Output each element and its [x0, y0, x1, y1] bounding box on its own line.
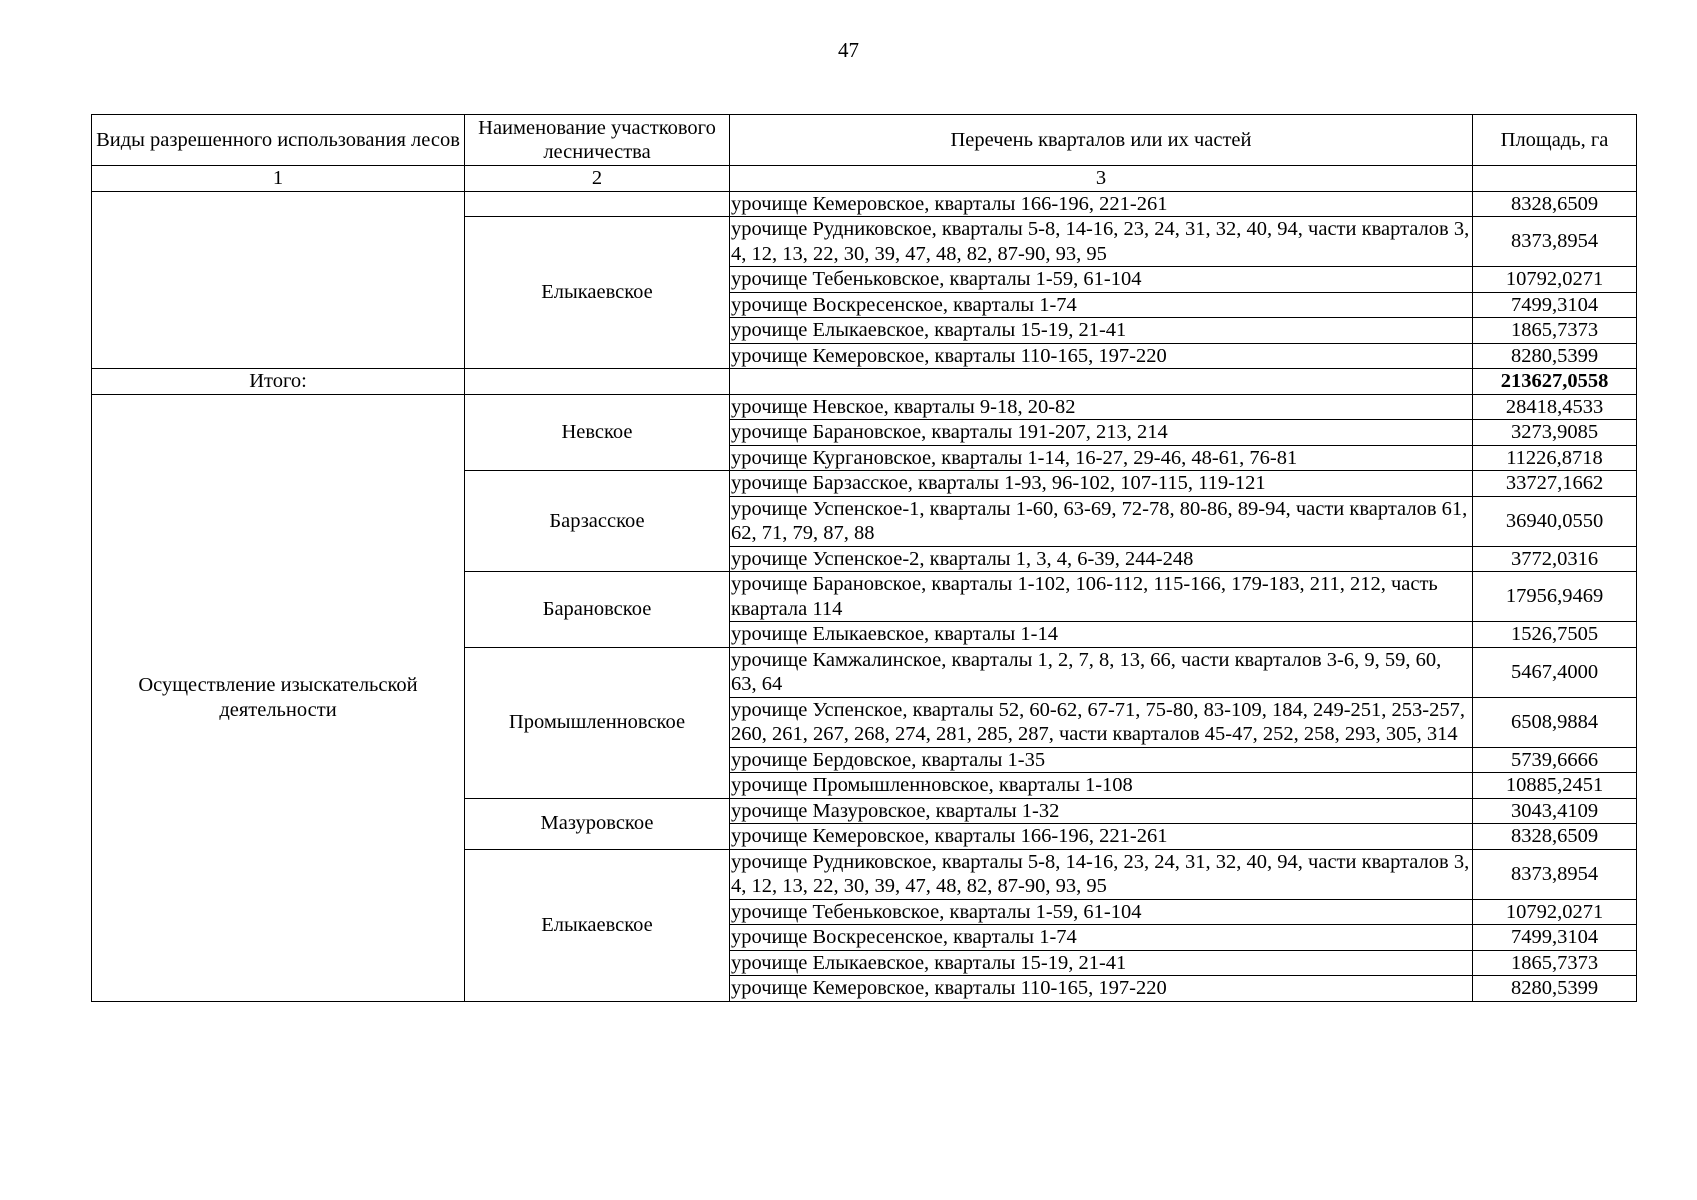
area-cell: 8373,8954 [1473, 217, 1637, 267]
forestry-cell [465, 191, 730, 217]
area-cell: 1526,7505 [1473, 622, 1637, 648]
quarters-cell: урочище Успенское-1, кварталы 1-60, 63-69, 72-78, 80-86, 89-94, части кварталов 61, 62, 71, 79, 87, 88 [730, 496, 1473, 546]
total-row [92, 369, 1637, 395]
area-cell: 36940,0550 [1473, 496, 1637, 546]
quarters-cell: урочище Тебеньковское, кварталы 1-59, 61-104 [730, 267, 1473, 293]
column-number-row [92, 166, 1637, 192]
quarters-cell: урочище Промышленновское, кварталы 1-108 [730, 773, 1473, 799]
quarters-cell: урочище Елыкаевское, кварталы 15-19, 21-41 [730, 318, 1473, 344]
use-type-cell: Осуществление изыскательской деятельности [92, 394, 465, 1001]
area-cell: 8328,6509 [1473, 824, 1637, 850]
area-cell: 10885,2451 [1473, 773, 1637, 799]
area-cell: 5467,4000 [1473, 647, 1637, 697]
quarters-cell: урочище Кемеровское, кварталы 110-165, 197-220 [730, 343, 1473, 369]
header-use-type: Виды разрешенного использования лесов [92, 115, 465, 166]
quarters-cell: урочище Барановское, кварталы 1-102, 106-112, 115-166, 179-183, 211, 212, часть квартала 114 [730, 572, 1473, 622]
page-number: 47 [838, 38, 859, 62]
area-cell: 8280,5399 [1473, 343, 1637, 369]
quarters-cell: урочище Рудниковское, кварталы 5-8, 14-16, 23, 24, 31, 32, 40, 94, части кварталов 3, 4, 12, 13, 22, 30, 39, 47, 48, 82, 87-90, 93, 95 [730, 849, 1473, 899]
forestry-cell: Промышленновское [465, 647, 730, 798]
quarters-cell: урочище Барзасское, кварталы 1-93, 96-102, 107-115, 119-121 [730, 471, 1473, 497]
quarters-cell: урочище Успенское-2, кварталы 1, 3, 4, 6-39, 244-248 [730, 546, 1473, 572]
column-number-1: 1 [92, 166, 465, 192]
total-area: 213627,0558 [1473, 369, 1637, 395]
area-cell: 7499,3104 [1473, 292, 1637, 318]
forest-use-table [91, 114, 1637, 1002]
quarters-cell: урочище Камжалинское, кварталы 1, 2, 7, 8, 13, 66, части кварталов 3-6, 9, 59, 60, 63, 64 [730, 647, 1473, 697]
area-cell: 28418,4533 [1473, 394, 1637, 420]
area-cell: 7499,3104 [1473, 925, 1637, 951]
column-number-2: 2 [465, 166, 730, 192]
area-cell: 17956,9469 [1473, 572, 1637, 622]
quarters-cell: урочище Кемеровское, кварталы 166-196, 221-261 [730, 191, 1473, 217]
table-row [92, 394, 1637, 420]
total-label: Итого: [92, 369, 465, 395]
quarters-cell: урочище Кургановское, кварталы 1-14, 16-27, 29-46, 48-61, 76-81 [730, 445, 1473, 471]
area-cell: 10792,0271 [1473, 899, 1637, 925]
total-quarters-empty [730, 369, 1473, 395]
area-cell: 8373,8954 [1473, 849, 1637, 899]
quarters-cell: урочище Елыкаевское, кварталы 1-14 [730, 622, 1473, 648]
quarters-cell: урочище Воскресенское, кварталы 1-74 [730, 292, 1473, 318]
total-forestry-empty [465, 369, 730, 395]
forestry-cell: Мазуровское [465, 798, 730, 849]
quarters-cell: урочище Успенское, кварталы 52, 60-62, 67-71, 75-80, 83-109, 184, 249-251, 253-257, 260, 261, 267, 268, 274, 281, 285, 287, части кварталов 45-47, 252, 258, 293, 305, 314 [730, 697, 1473, 747]
area-cell: 11226,8718 [1473, 445, 1637, 471]
area-cell: 1865,7373 [1473, 950, 1637, 976]
quarters-cell: урочище Кемеровское, кварталы 166-196, 221-261 [730, 824, 1473, 850]
area-cell: 33727,1662 [1473, 471, 1637, 497]
quarters-cell: урочище Рудниковское, кварталы 5-8, 14-16, 23, 24, 31, 32, 40, 94, части кварталов 3, 4, 12, 13, 22, 30, 39, 47, 48, 82, 87-90, 93, 95 [730, 217, 1473, 267]
table-body [92, 115, 1637, 1002]
quarters-cell: урочище Барановское, кварталы 191-207, 213, 214 [730, 420, 1473, 446]
forestry-cell: Елыкаевское [465, 849, 730, 1001]
forestry-cell: Елыкаевское [465, 217, 730, 369]
forestry-cell: Барановское [465, 572, 730, 648]
column-number-3: 3 [730, 166, 1473, 192]
quarters-cell: урочище Кемеровское, кварталы 110-165, 197-220 [730, 976, 1473, 1002]
area-cell: 3273,9085 [1473, 420, 1637, 446]
quarters-cell: урочище Невское, кварталы 9-18, 20-82 [730, 394, 1473, 420]
header-forestry: Наименование участкового лесничества [465, 115, 730, 166]
column-number-4 [1473, 166, 1637, 192]
header-quarters: Перечень кварталов или их частей [730, 115, 1473, 166]
forestry-cell: Невское [465, 394, 730, 471]
area-cell: 8328,6509 [1473, 191, 1637, 217]
area-cell: 3043,4109 [1473, 798, 1637, 824]
quarters-cell: урочище Мазуровское, кварталы 1-32 [730, 798, 1473, 824]
quarters-cell: урочище Воскресенское, кварталы 1-74 [730, 925, 1473, 951]
use-type-cell [92, 191, 465, 369]
area-cell: 1865,7373 [1473, 318, 1637, 344]
area-cell: 5739,6666 [1473, 747, 1637, 773]
area-cell: 6508,9884 [1473, 697, 1637, 747]
area-cell: 8280,5399 [1473, 976, 1637, 1002]
quarters-cell: урочище Тебеньковское, кварталы 1-59, 61-104 [730, 899, 1473, 925]
quarters-cell: урочище Бердовское, кварталы 1-35 [730, 747, 1473, 773]
area-cell: 3772,0316 [1473, 546, 1637, 572]
area-cell: 10792,0271 [1473, 267, 1637, 293]
header-area: Площадь, га [1473, 115, 1637, 166]
quarters-cell: урочище Елыкаевское, кварталы 15-19, 21-41 [730, 950, 1473, 976]
table-row [92, 191, 1637, 217]
forestry-cell: Барзасское [465, 471, 730, 572]
table-header-row [92, 115, 1637, 166]
